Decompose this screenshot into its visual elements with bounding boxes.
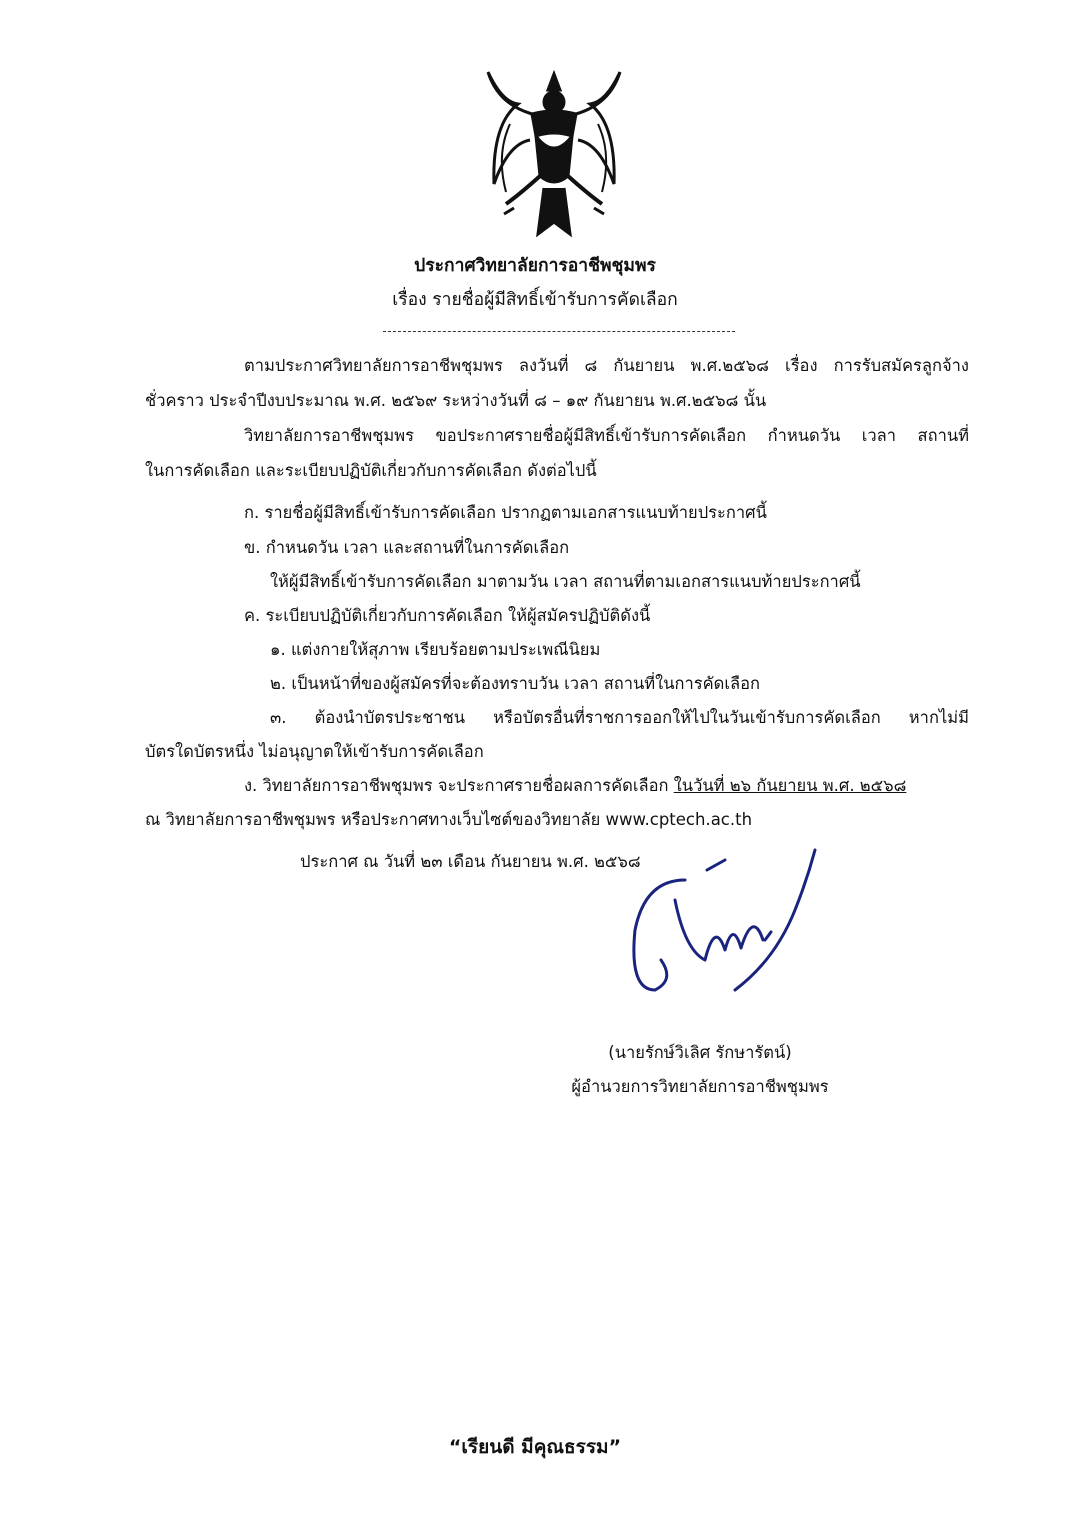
announcement-subject: เรื่อง รายชื่อผู้มีสิทธิ์เข้ารับการคัดเลือก [392,290,678,310]
announce-date: ประกาศ ณ วันที่ ๒๓ เดือน กันยายน พ.ศ. ๒๕๖๘ [300,852,641,871]
signature-image [615,840,835,1030]
garuda-emblem-icon [484,64,624,244]
paragraph-1-line-1: ตามประกาศวิทยาลัยการอาชีพชุมพร ลงวันที่ ๘ กันยายน พ.ศ.๒๕๖๘ เรื่อง การรับสมัครลูกจ้าง [244,356,969,375]
dashed-divider [383,331,735,332]
item-d-text: ง. วิทยาลัยการอาชีพชุมพร จะประกาศรายชื่อผลการคัดเลือก [244,776,674,795]
paragraph-1-line-2: ชั่วคราว ประจำปีงบประมาณ พ.ศ. ๒๕๖๙ ระหว่างวันที่ ๘ – ๑๙ กันยายน พ.ศ.๒๕๖๘ นั้น [145,391,767,410]
item-d-line-2: ณ วิทยาลัยการอาชีพชุมพร หรือประกาศทางเว็บไซต์ของวิทยาลัย www.cptech.ac.th [145,810,753,829]
item-c-3-line-1: ๓. ต้องนำบัตรประชาชน หรือบัตรอื่นที่ราชการออกให้ไปในวันเข้ารับการคัดเลือก หากไม่มี [270,708,969,727]
signatory-name: (นายรักษ์วิเลิศ รักษารัตน์) [608,1043,792,1062]
signatory-position: ผู้อำนวยการวิทยาลัยการอาชีพชุมพร [571,1077,829,1096]
item-c-1: ๑. แต่งกายให้สุภาพ เรียบร้อยตามประเพณีนิยม [270,640,601,659]
paragraph-2-line-1: วิทยาลัยการอาชีพชุมพร ขอประกาศรายชื่อผู้มีสิทธิ์เข้ารับการคัดเลือก กำหนดวัน เวลา สถานที่ [244,426,969,445]
item-c-3-line-2: บัตรใดบัตรหนึ่ง ไม่อนุญาตให้เข้ารับการคัดเลือก [145,742,484,761]
announcement-title: ประกาศวิทยาลัยการอาชีพชุมพร [414,256,656,276]
item-b-detail: ให้ผู้มีสิทธิ์เข้ารับการคัดเลือก มาตามวัน เวลา สถานที่ตามเอกสารแนบท้ายประกาศนี้ [270,572,861,591]
item-c: ค. ระเบียบปฏิบัติเกี่ยวกับการคัดเลือก ให้ผู้สมัครปฏิบัติดังนี้ [244,606,651,625]
paragraph-2-line-2: ในการคัดเลือก และระเบียบปฏิบัติเกี่ยวกับการคัดเลือก ดังต่อไปนี้ [145,461,597,480]
item-c-2: ๒. เป็นหน้าที่ของผู้สมัครที่จะต้องทราบวัน เวลา สถานที่ในการคัดเลือก [270,674,761,693]
item-a: ก. รายชื่อผู้มีสิทธิ์เข้ารับการคัดเลือก ปรากฏตามเอกสารแนบท้ายประกาศนี้ [244,503,767,522]
item-d-line-1 [244,773,906,799]
item-d-date: ในวันที่ ๒๖ กันยายน พ.ศ. ๒๕๖๘ [673,776,907,795]
college-motto: “เรียนดี มีคุณธรรม” [448,1436,622,1458]
item-b: ข. กำหนดวัน เวลา และสถานที่ในการคัดเลือก [244,538,570,557]
